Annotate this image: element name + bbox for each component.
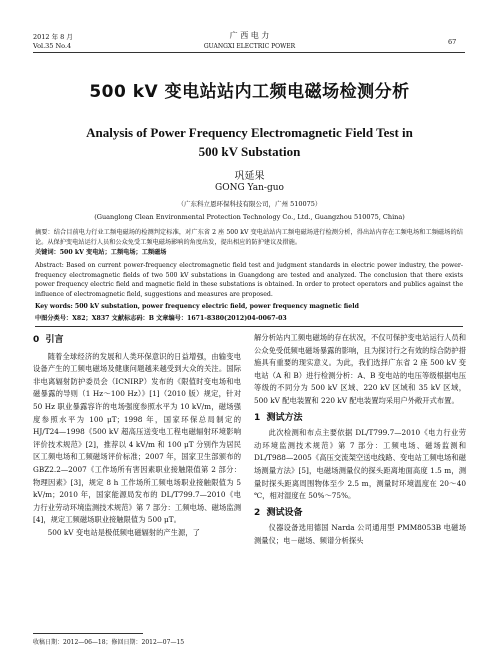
- paragraph: 仪器设备选用德国 Narda 公司通用型 PMM8053B 电磁场测量仪；电－磁场、频谱分析探头: [254, 523, 466, 545]
- journal-name-en: GUANGXI ELECTRIC POWER: [203, 43, 296, 50]
- issue-date: 2012 年 8 月: [33, 33, 73, 41]
- header-rule: [33, 52, 465, 53]
- affiliation-en: (Guanglong Clean Environmental Protection Technology Co., Ltd., Guangzhou 510075, China): [94, 213, 405, 221]
- paragraph: 解分析站内工频电磁场的存在状况，不仅可保护变电站运行人员和公众免受低频电磁场暴露的影响，且为探讨行之有效的综合防护措施具有重要的现实意义。为此，我们选择广东省 2 座 500 kV 变电站（A 和 B）进行检测分析：A、B 变电站的电压等级根据电压等级的不同分为 500 kV 区域、220 kV 区域和 35 kV 区域，500 kV 配电装置和 220 kV 配电装置均采用户外敞开式布置。: [254, 333, 466, 405]
- page-number: 67: [448, 38, 457, 46]
- section-title: 引言: [45, 335, 64, 345]
- affiliation-cn: （广东科立恩环保科技有限公司，广州 510075）: [177, 200, 322, 208]
- section-title: 测试设备: [266, 507, 303, 518]
- received-date-footnote: 收稿日期：2012—06—18；修回日期：2012—07—15: [33, 639, 185, 646]
- author-en: GONG Yan-guo: [215, 183, 284, 193]
- classification-line: 中图分类号：X82；X837 文献标志码：B 文章编号：1671-8380(2012)04-0067-03: [35, 315, 287, 322]
- section-number: 2: [254, 507, 261, 518]
- title-cn: 500 kV 变电站站内工频电磁场检测分析: [89, 82, 410, 102]
- abstract-en: Abstract: Based on current power-frequency electromagnetic field test and judgment standards in electric power industry, the power-frequency electromagnetic fields of two 500 kV substations in Guangdong are tested and analyzed. The conclusion that there exists power frequency electric field and magnetic field in these substations is obtained. In order to protect operators and publics against the influence of electromagnetic field, suggestions and measures are proposed.: [35, 262, 463, 298]
- paragraph: 随着全球经济的发展和人类环保意识的日益增强，由输变电设备产生的工频电磁场及健康问题越来越受到大众的关注。国际非电离辐射防护委员会（ICNIRP）发布的《限值时变电场和电磁暴露的导则（1 Hz～100 Hz）》[1]（2010 版）规定，针对 50 Hz 职业暴露容许的电场强度参照水平为 10 kV/m，磁场强度参照水平为 100 μT；1998 年，国家环保总局制定的 HJ/T24—1998《500 kV 超高压送变电工程电磁辐射环境影响评价技术规范》[2]，推荐以 4 kV/m 和 100 μT 分别作为居民区工频电场和工频磁场评价标准；2007 年，国家卫生部颁布的 GBZ2.2—2007《工作场所有害因素职业接触限值第 2 部分：物理因素》[3]，规定 8 h 工作场所工频电场职业接触限值为 5 kV/m；2010 年，国家能源局发布的 DL/T799.7—2010《电力行业劳动环境监测技术规范》第 7 部分：工频电场、磁场监测[4]，规定工频磁场职业接触限值为 500 μT。: [33, 351, 241, 525]
- paragraph: 此次检测和布点主要依据 DL/T799.7—2010《电力行业劳动环境监测技术规范》第 7 部分：工频电场、磁场监测和 DL/T988—2005《高压交流架空送电线路、变电站工频电场和磁场测量方法》[5]，电磁场测量仪的探头距离地面高度 1.5 m，测量时探头距离周围物体至少 2.5 m，测量时环境温度在 20～40 ℃，相对湿度在 50%～75%。: [254, 428, 466, 501]
- section-number: 0: [33, 335, 40, 345]
- keywords-cn: 关键词：500 kV 变电站；工频电场；工频磁场: [35, 249, 167, 256]
- issue-volume: Vol.35 No.4: [33, 42, 72, 50]
- title-en-line1: Analysis of Power Frequency Electromagnetic Field Test in: [86, 125, 413, 140]
- section-number: 1: [254, 412, 261, 423]
- paragraph: 500 kV 变电站是极低频电磁辐射的产生源，了: [47, 527, 200, 537]
- section-heading: [33, 334, 241, 347]
- section-heading: [254, 412, 466, 425]
- abstract-cn: 摘要：结合目前电力行业工频电磁场的检测判定标准，对广东省 2 座 500 kV 变电站站内工频电磁场进行检测分析，得出站内存在工频电场和工频磁场的结论。从保护变电站运行人员和公众免受工频电磁场影响的角度出发，提出相应的防护建议及措施。: [35, 229, 463, 246]
- left-column: [33, 332, 241, 630]
- abstract-rule: [35, 326, 463, 327]
- section-title: 测试方法: [266, 412, 303, 423]
- keywords-en: Key words: 500 kV substation, power frequency electric field, power frequency magnetic field: [35, 303, 359, 310]
- right-column: [254, 332, 466, 630]
- author-cn: 巩延果: [234, 171, 265, 182]
- section-heading: [254, 507, 466, 520]
- footnote-rule: [33, 633, 143, 634]
- journal-name-cn: 广 西 电 力: [229, 31, 270, 40]
- title-en-line2: 500 kV Substation: [198, 144, 301, 159]
